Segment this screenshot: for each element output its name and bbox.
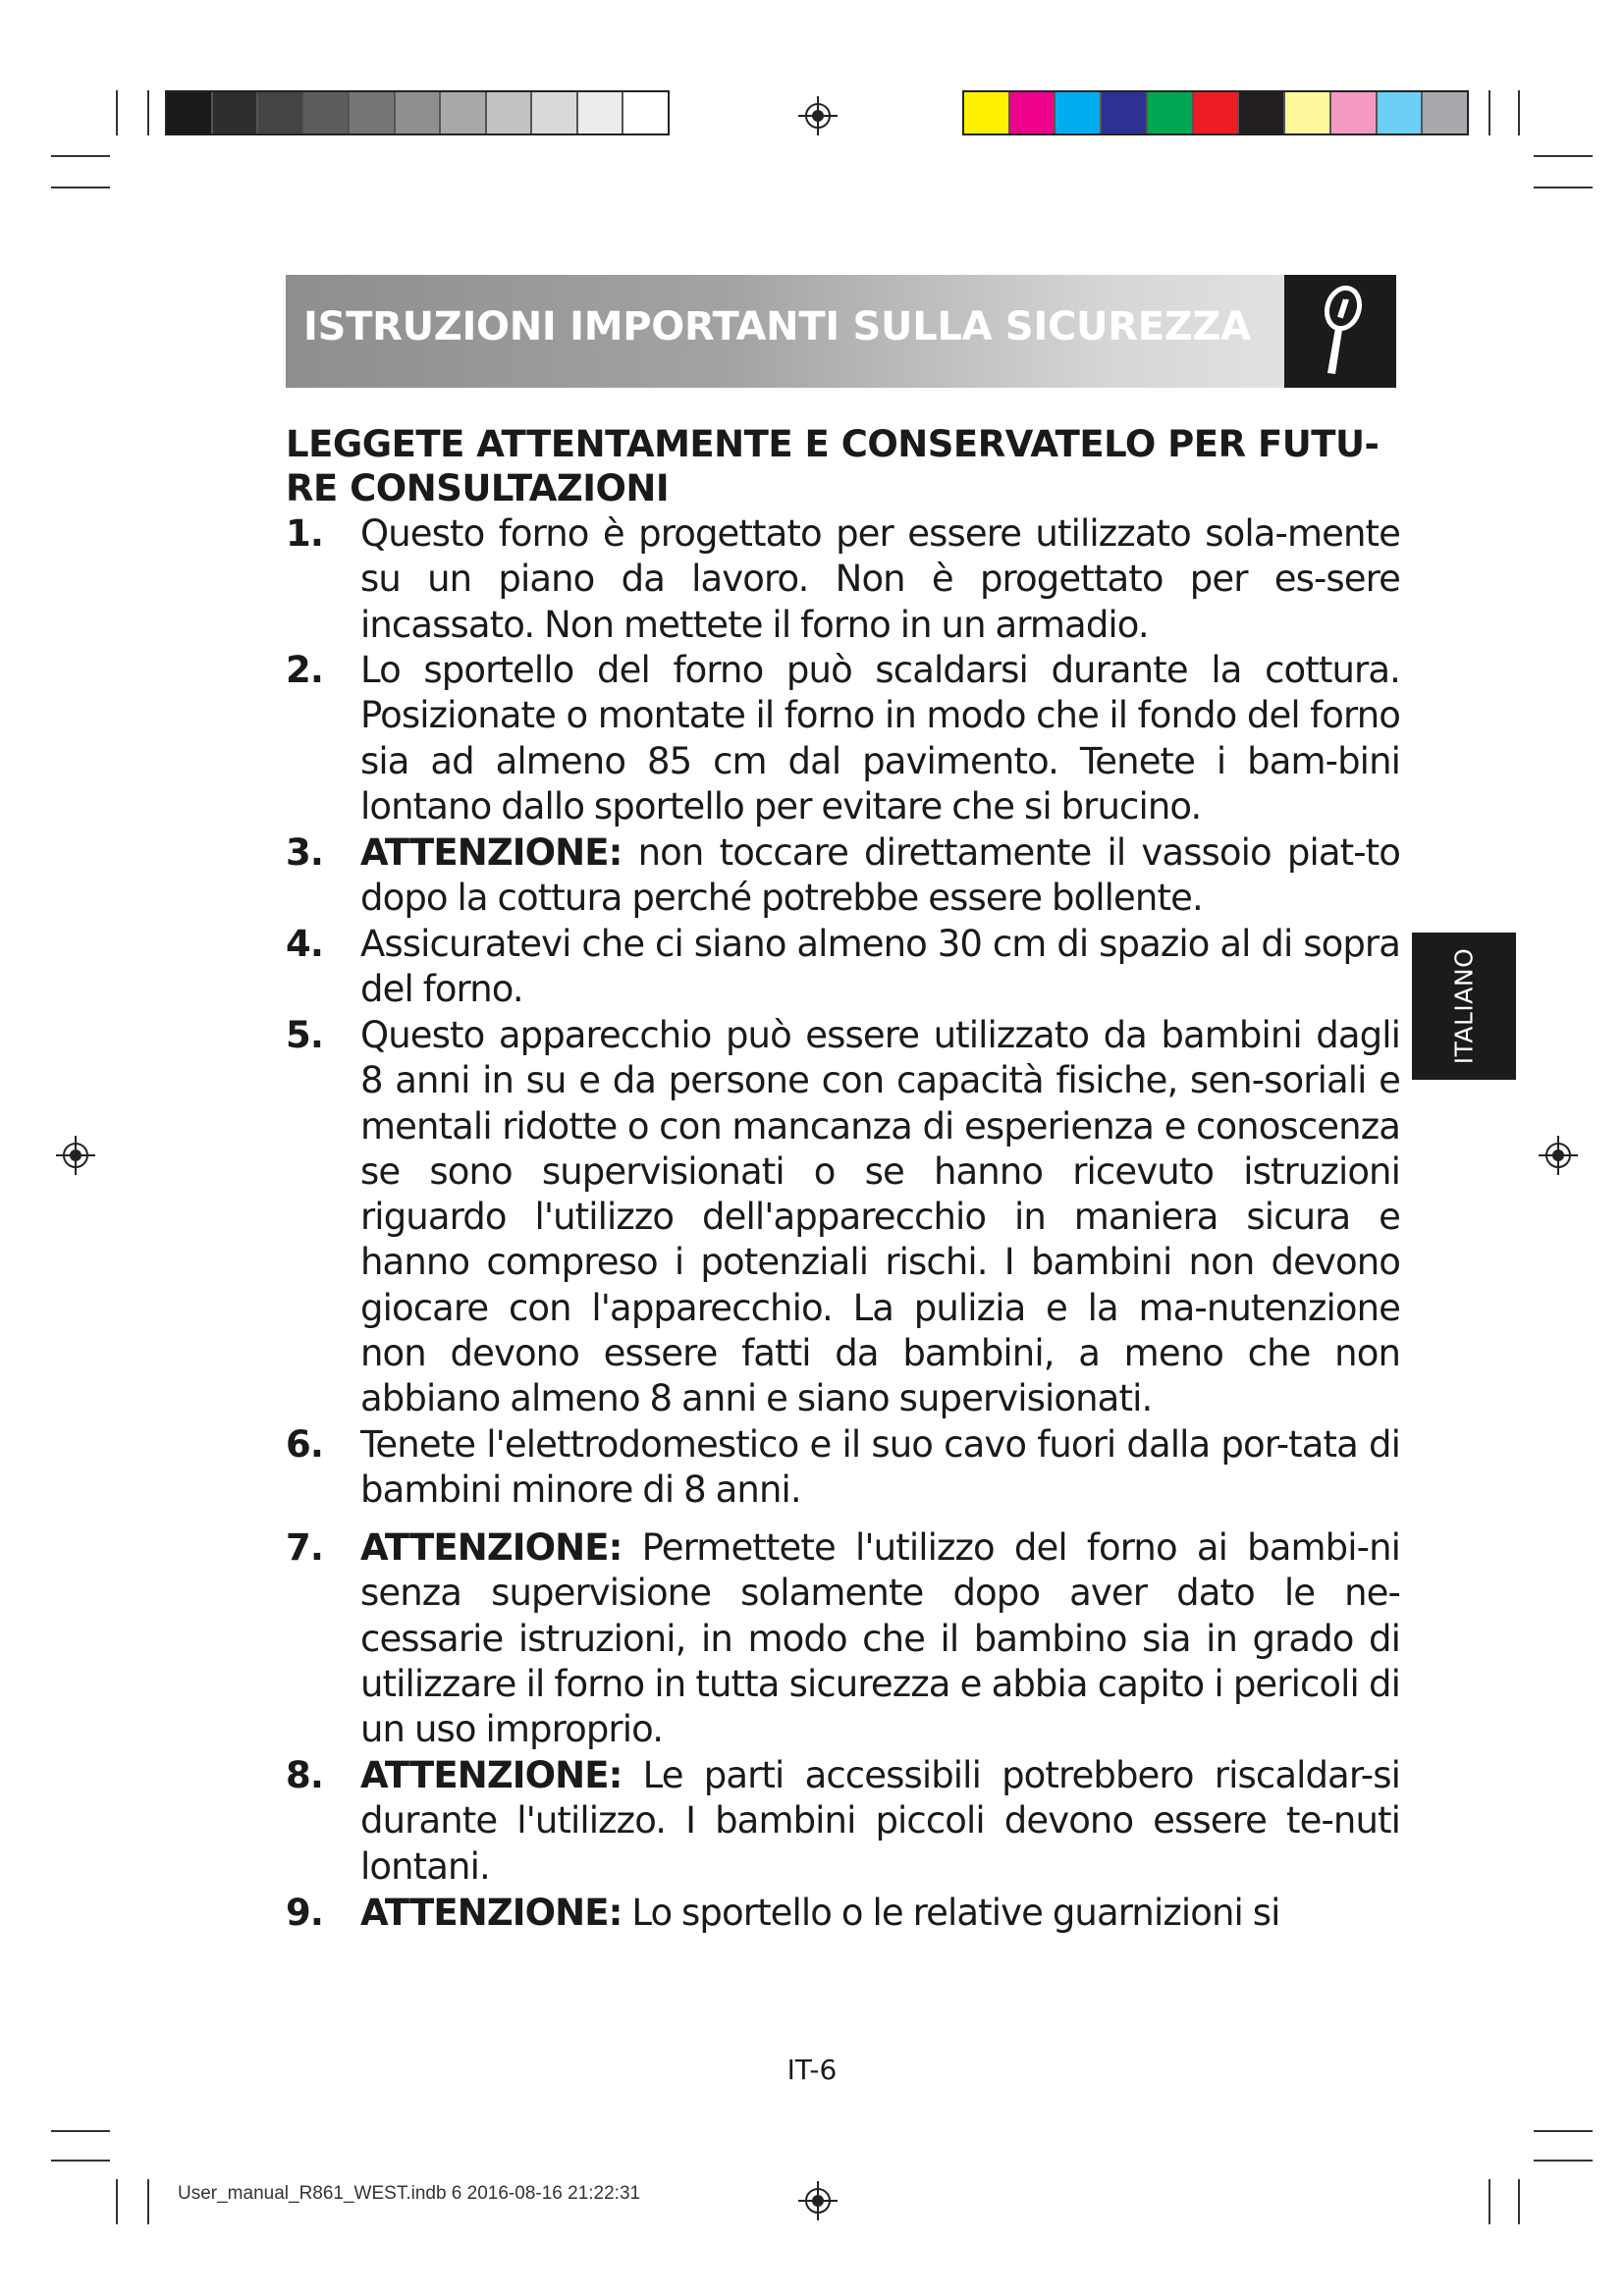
crop-mark — [116, 90, 118, 135]
crop-mark — [51, 187, 110, 188]
color-swatch — [258, 92, 304, 133]
crop-mark — [147, 2179, 149, 2224]
info-magnifier-icon — [1284, 275, 1396, 388]
crop-mark — [51, 155, 110, 157]
warning-label: ATTENZIONE: — [360, 1526, 623, 1569]
registration-mark-icon — [54, 1134, 97, 1177]
document-heading: LEGGETE ATTENTAMENTE E CONSERVATELO PER FUTU-RE CONSULTAZIONI — [286, 423, 1380, 509]
list-item — [286, 511, 1400, 648]
item-text — [286, 922, 1400, 1013]
color-swatch — [350, 92, 396, 133]
color-swatch — [1010, 92, 1056, 133]
item-body: Lo sportello o le relative guarnizioni si — [622, 1892, 1280, 1934]
color-swatch — [487, 92, 533, 133]
language-tab — [1412, 933, 1516, 1080]
list-item — [286, 1753, 1400, 1890]
crop-mark — [1518, 90, 1520, 135]
list-item — [286, 922, 1400, 1013]
color-swatch — [532, 92, 578, 133]
registration-mark-icon — [1537, 1134, 1580, 1177]
warning-label: ATTENZIONE: — [360, 1892, 623, 1934]
item-number: 1. — [286, 512, 324, 555]
language-tab-label: ITALIANO — [1449, 947, 1479, 1065]
item-text — [286, 1013, 1400, 1422]
crop-mark — [51, 2130, 110, 2132]
item-number: 7. — [286, 1526, 324, 1569]
print-file-info: User_manual_R861_WEST.indb 6 2016-08-16 21:22:31 — [178, 2183, 641, 2204]
registration-mark-icon — [796, 94, 839, 137]
crop-mark — [1534, 2160, 1593, 2162]
item-body: Tenete l'elettrodomestico e il suo cavo fuori dalla por-tata di bambini minore di 8 anni. — [360, 1423, 1400, 1512]
item-text — [286, 1422, 1400, 1514]
warning-label: ATTENZIONE: — [360, 1754, 623, 1796]
item-text — [286, 1891, 1400, 1936]
item-number: 6. — [286, 1423, 324, 1466]
color-swatch — [1331, 92, 1378, 133]
section-header-banner — [286, 275, 1396, 388]
crop-mark — [1489, 90, 1490, 135]
item-body: Questo forno è progettato per essere utilizzato sola-mente su un piano da lavoro. Non è progettato per es-sere incassato. Non mettete il forno in un armadio. — [360, 512, 1400, 646]
color-swatch — [441, 92, 487, 133]
color-swatch — [304, 92, 351, 133]
item-text — [286, 648, 1400, 829]
crop-mark — [147, 90, 149, 135]
color-swatch — [623, 92, 668, 133]
item-number: 4. — [286, 923, 324, 965]
crop-mark — [1489, 2179, 1490, 2224]
item-number: 8. — [286, 1754, 324, 1796]
item-number: 3. — [286, 831, 324, 874]
item-text — [286, 511, 1400, 648]
color-bar — [962, 90, 1469, 135]
registration-mark-icon — [796, 2179, 839, 2222]
item-number: 2. — [286, 649, 324, 691]
list-item — [286, 830, 1400, 922]
grayscale-bar — [165, 90, 670, 135]
list-item — [286, 1013, 1400, 1422]
item-text — [286, 1525, 1400, 1752]
crop-mark — [1518, 2179, 1520, 2224]
color-swatch — [1285, 92, 1331, 133]
section-title: ISTRUZIONI IMPORTANTI SULLA SICUREZZA — [303, 304, 1251, 349]
crop-mark — [1534, 187, 1593, 188]
item-body: Assicuratevi che ci siano almeno 30 cm di spazio al di sopra del forno. — [360, 923, 1400, 1011]
list-item — [286, 1891, 1400, 1936]
color-swatch — [1102, 92, 1148, 133]
warning-label: ATTENZIONE: — [360, 831, 623, 874]
color-swatch — [1378, 92, 1424, 133]
item-number: 5. — [286, 1014, 324, 1056]
color-swatch — [964, 92, 1010, 133]
color-swatch — [396, 92, 442, 133]
color-swatch — [578, 92, 624, 133]
color-swatch — [167, 92, 213, 133]
color-swatch — [1239, 92, 1285, 133]
item-text — [286, 1753, 1400, 1890]
color-swatch — [1148, 92, 1194, 133]
item-body: Le parti accessibili potrebbero riscaldar-si durante l'utilizzo. I bambini piccoli devono essere te-nuti lontani. — [360, 1754, 1400, 1888]
item-body: Questo apparecchio può essere utilizzato da bambini dagli 8 anni in su e da persone con capacità fisiche, sen-soriali e mentali ridotte o con mancanza di esperienza e conoscenza se sono supervisionati o se hanno ricevuto istruzioni riguardo l'utilizzo dell'apparecchio in maniera sicura e hanno compreso i potenziali rischi. I bambini non devono giocare con l'apparecchio. La pulizia e la ma-nutenzione non devono essere fatti da bambini, a meno che non abbiano almeno 8 anni e siano supervisionati. — [360, 1014, 1400, 1420]
crop-mark — [51, 2160, 110, 2162]
color-swatch — [1423, 92, 1467, 133]
color-swatch — [1194, 92, 1240, 133]
crop-mark — [116, 2179, 118, 2224]
color-swatch — [213, 92, 259, 133]
item-body: non toccare direttamente il vassoio piat-to dopo la cottura perché potrebbe essere bollente. — [360, 831, 1400, 920]
color-swatch — [1056, 92, 1102, 133]
list-item — [286, 648, 1400, 829]
item-number: 9. — [286, 1892, 324, 1934]
crop-mark — [1534, 2130, 1593, 2132]
list-item — [286, 1422, 1400, 1514]
item-body: Lo sportello del forno può scaldarsi durante la cottura. Posizionate o montate il forno in modo che il fondo del forno sia ad almeno 85 cm dal pavimento. Tenete i bam-bini lontano dallo sportello per evitare che si brucino. — [360, 649, 1400, 828]
crop-mark — [1534, 155, 1593, 157]
item-body: Permettete l'utilizzo del forno ai bambi-ni senza supervisione solamente dopo aver dato le ne-cessarie istruzioni, in modo che il bambino sia in grado di utilizzare il forno in tutta sicurezza e abbia capito i pericoli di un uso improprio. — [360, 1526, 1400, 1751]
page-number: IT-6 — [786, 2054, 838, 2086]
list-item — [286, 1525, 1400, 1752]
item-text — [286, 830, 1400, 922]
